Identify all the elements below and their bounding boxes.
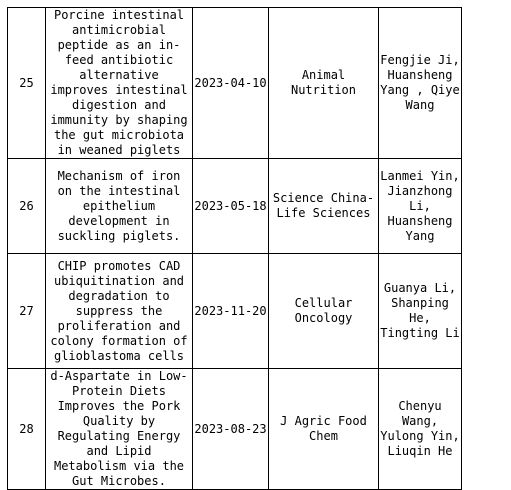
publications-table — [7, 7, 462, 490]
row-number: 25 — [8, 8, 46, 159]
publication-date: 2023-08-23 — [193, 369, 269, 490]
journal-name: Animal Nutrition — [269, 8, 379, 159]
author-list: Guanya Li, Shanping He, Tingting Li — [379, 254, 462, 369]
row-number: 26 — [8, 159, 46, 254]
table-row — [8, 159, 462, 254]
publication-date: 2023-11-20 — [193, 254, 269, 369]
publication-date: 2023-05-18 — [193, 159, 269, 254]
journal-name: Science China-Life Sciences — [269, 159, 379, 254]
table-row — [8, 254, 462, 369]
paper-title: CHIP promotes CAD ubiquitination and degradation to suppress the proliferation and colony formation of glioblastoma cells — [46, 254, 193, 369]
journal-name: Cellular Oncology — [269, 254, 379, 369]
paper-title: Porcine intestinal antimicrobial peptide as an in-feed antibiotic alternative improves intestinal digestion and immunity by shaping the gut microbiota in weaned piglets — [46, 8, 193, 159]
row-number: 28 — [8, 369, 46, 490]
paper-title: Mechanism of iron on the intestinal epithelium development in suckling piglets. — [46, 159, 193, 254]
journal-name: J Agric Food Chem — [269, 369, 379, 490]
author-list: Fengjie Ji, Huansheng Yang , Qiye Wang — [379, 8, 462, 159]
row-number: 27 — [8, 254, 46, 369]
author-list: Chenyu Wang, Yulong Yin, Liuqin He — [379, 369, 462, 490]
table-row — [8, 8, 462, 159]
publication-date: 2023-04-10 — [193, 8, 269, 159]
author-list: Lanmei Yin, Jianzhong Li, Huansheng Yang — [379, 159, 462, 254]
paper-title: d-Aspartate in Low-Protein Diets Improves the Pork Quality by Regulating Energy and Lipid Metabolism via the Gut Microbes. — [46, 369, 193, 490]
table-row — [8, 369, 462, 490]
